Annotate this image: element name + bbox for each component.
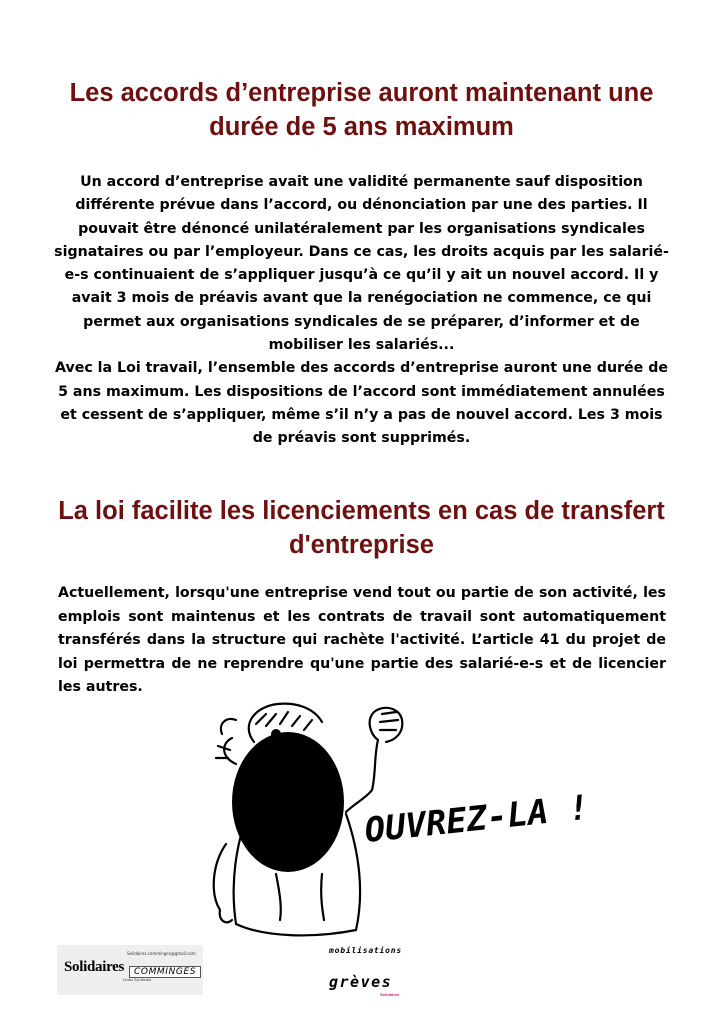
greves-sublabel: Solidaires — [380, 992, 400, 997]
mobilisations-label: mobilisations — [329, 946, 403, 955]
cartoon-caption: OUVREZ-LA ! — [362, 787, 591, 851]
section-1-title: Les accords d’entreprise auront maintenant une durée de 5 ans maximum — [69, 79, 654, 141]
section-2-body: Actuellement, lorsqu'une entreprise vend tout ou partie de son activité, les emplois sont maintenus et les contrats de travail sont automatiquement transférés dans la structure qui rachète l'activité. L’article 41 du projet de loi permettra de ne reprendre qu'une partie des salarié-e-s et de licencier les autres. — [58, 585, 666, 695]
section-2-title: La loi facilite les licenciements en cas de transfert d'entreprise — [58, 497, 665, 559]
logo-region: COMMINGES — [129, 966, 201, 978]
greves-label: grèves — [329, 973, 393, 991]
cartoon-illustration — [196, 694, 591, 940]
shouting-man-icon — [196, 694, 591, 940]
logo-brand: Solidaires — [64, 959, 125, 975]
logo-email: Solidaires.comminges@gmail.com — [127, 951, 196, 956]
section-1-body: Un accord d’entreprise avait une validité permanente sauf disposition différente prévue dans l’accord, ou dénonciation par une des parties. Il pouvait être dénoncé unilatéralement par les organisations syndicales signataires ou par l’employeur. Dans ce cas, les droits acquis par les salarié-e-s continuaient de s’appliquer jusqu’à ce qu’il y ait un nouvel accord. Il y avait 3 mois de préavis avant que la renégociation ne commence, ce qui permet aux organisations syndicales de se préparer, d’informer et de mobiliser les salariés... Avec la Loi travail, l’ensemble des accords d’entreprise auront une durée de 5 ans maximum. Les dispositions de l’accord sont immédiatement annulées et cessent de s’appliquer, même s’il n’y a pas de nouvel accord. Les 3 mois de préavis sont supprimés. — [54, 174, 669, 447]
logo-subtitle: Union Syndicale — [123, 978, 152, 982]
solidaires-comminges-logo — [57, 945, 203, 995]
